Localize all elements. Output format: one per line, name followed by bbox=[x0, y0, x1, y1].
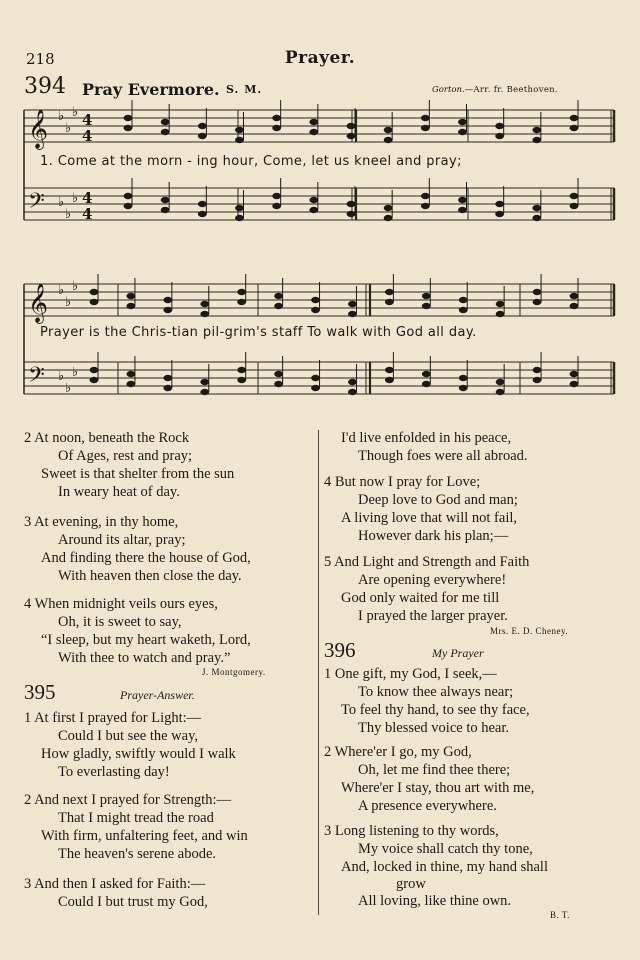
verse-line: God only waited for me till bbox=[341, 590, 500, 606]
note-head bbox=[201, 301, 209, 307]
note-head bbox=[272, 125, 280, 131]
tune-name: Gorton. bbox=[432, 85, 465, 95]
note-head bbox=[311, 307, 319, 313]
note-head bbox=[495, 211, 503, 217]
note-head bbox=[495, 133, 503, 139]
note-head bbox=[274, 371, 282, 377]
note-head bbox=[570, 371, 578, 377]
note-head bbox=[90, 299, 98, 305]
note-head bbox=[458, 197, 466, 203]
verse-line: 2 At noon, beneath the Rock bbox=[24, 430, 190, 446]
bass-clef-icon: 𝄢 bbox=[28, 189, 45, 219]
flat-icon: ♭ bbox=[58, 195, 65, 210]
flat-icon: ♭ bbox=[65, 381, 72, 396]
note-head bbox=[311, 375, 319, 381]
note-head bbox=[161, 119, 169, 125]
note-head bbox=[458, 129, 466, 135]
note-head bbox=[161, 197, 169, 203]
verse-line: To know thee always near; bbox=[358, 684, 514, 700]
hymn-396-author: B. T. bbox=[550, 910, 570, 920]
note-head bbox=[533, 289, 541, 295]
page-number: 218 bbox=[26, 50, 55, 68]
note-head bbox=[385, 289, 393, 295]
note-head bbox=[422, 381, 430, 387]
time-signature: 4 bbox=[82, 205, 93, 223]
note-head bbox=[347, 123, 355, 129]
note-head bbox=[235, 205, 243, 211]
verse-line: Oh, let me find thee there; bbox=[358, 762, 511, 778]
note-head bbox=[496, 301, 504, 307]
note-head bbox=[311, 297, 319, 303]
note-head bbox=[164, 375, 172, 381]
verse-line: To feel thy hand, to see thy face, bbox=[341, 702, 530, 718]
verse-line: Thy blessed voice to hear. bbox=[358, 720, 509, 736]
note-head bbox=[348, 311, 356, 317]
note-head bbox=[384, 127, 392, 133]
verse-line: 3 Long listening to thy words, bbox=[324, 823, 499, 839]
verse-line: To everlasting day! bbox=[58, 764, 170, 780]
verse-line: Deep love to God and man; bbox=[358, 492, 518, 508]
hymn-395-number: 395 bbox=[24, 680, 56, 704]
verse-line: “I sleep, but my heart waketh, Lord, bbox=[41, 632, 251, 648]
hymn-396-number: 396 bbox=[324, 638, 356, 662]
note-head bbox=[495, 201, 503, 207]
verse-line: The heaven's serene abode. bbox=[58, 846, 217, 862]
verse-line: 3 And then I asked for Faith:— bbox=[24, 876, 206, 892]
note-head bbox=[347, 211, 355, 217]
note-head bbox=[235, 127, 243, 133]
flat-icon: ♭ bbox=[65, 207, 72, 222]
verse-line: 1 At first I prayed for Light:— bbox=[24, 710, 202, 726]
note-head bbox=[235, 137, 243, 143]
flat-icon: ♭ bbox=[72, 105, 79, 120]
note-head bbox=[90, 367, 98, 373]
note-head bbox=[201, 389, 209, 395]
hymn-395-author: Mrs. E. D. Cheney. bbox=[490, 626, 569, 636]
note-head bbox=[496, 311, 504, 317]
verse-line: In weary heat of day. bbox=[58, 484, 180, 500]
note-head bbox=[161, 207, 169, 213]
flat-icon: ♭ bbox=[65, 121, 72, 136]
note-head bbox=[570, 293, 578, 299]
verse-line: Of Ages, rest and pray; bbox=[58, 448, 193, 464]
verse-line: Where'er I stay, thou art with me, bbox=[341, 780, 535, 796]
note-head bbox=[385, 377, 393, 383]
note-head bbox=[164, 297, 172, 303]
hymn-394-number: 394 bbox=[24, 74, 66, 99]
note-head bbox=[570, 193, 578, 199]
verse-line: A presence everywhere. bbox=[358, 798, 497, 814]
verse-line: With heaven then close the day. bbox=[58, 568, 242, 584]
verse-line: Around its altar, pray; bbox=[58, 532, 186, 548]
note-head bbox=[198, 201, 206, 207]
note-head bbox=[310, 119, 318, 125]
note-head bbox=[348, 301, 356, 307]
verse-line: 2 Where'er I go, my God, bbox=[324, 744, 472, 760]
note-head bbox=[384, 137, 392, 143]
note-head bbox=[570, 125, 578, 131]
note-head bbox=[127, 303, 135, 309]
lyric-line-2: Prayer is the Chris-tian pil-grim's staff To walk with God all day. bbox=[40, 325, 477, 340]
note-head bbox=[274, 293, 282, 299]
note-head bbox=[198, 211, 206, 217]
note-head bbox=[570, 115, 578, 121]
verse-line: My voice shall catch thy tone, bbox=[358, 841, 533, 857]
note-head bbox=[124, 115, 132, 121]
note-head bbox=[272, 115, 280, 121]
note-head bbox=[385, 367, 393, 373]
note-head bbox=[384, 205, 392, 211]
lyric-line-1: 1. Come at the morn - ing hour, Come, let us kneel and pray; bbox=[40, 154, 462, 169]
flat-icon: ♭ bbox=[58, 109, 65, 124]
note-head bbox=[124, 125, 132, 131]
verse-line: I'd live enfolded in his peace, bbox=[341, 430, 512, 446]
verse-line: With firm, unfaltering feet, and win bbox=[41, 828, 248, 844]
note-head bbox=[311, 385, 319, 391]
note-head bbox=[347, 201, 355, 207]
note-head bbox=[459, 385, 467, 391]
left-column bbox=[24, 430, 314, 930]
note-head bbox=[421, 193, 429, 199]
note-head bbox=[274, 381, 282, 387]
note-head bbox=[237, 377, 245, 383]
note-head bbox=[90, 289, 98, 295]
note-head bbox=[124, 203, 132, 209]
note-head bbox=[201, 311, 209, 317]
music-score bbox=[0, 0, 640, 420]
bass-clef-icon: 𝄢 bbox=[28, 363, 45, 393]
verse-line: 2 And next I prayed for Strength:— bbox=[24, 792, 231, 808]
hymn-394-meter: S. M. bbox=[226, 83, 263, 96]
note-head bbox=[237, 299, 245, 305]
treble-clef-icon: 𝄞 bbox=[28, 283, 49, 323]
verse-line: 4 But now I pray for Love; bbox=[324, 474, 481, 490]
verse-line: And finding there the house of God, bbox=[41, 550, 251, 566]
verse-line: However dark his plan;— bbox=[358, 528, 509, 544]
verse-line: Though foes were all abroad. bbox=[358, 448, 528, 464]
note-head bbox=[272, 193, 280, 199]
note-head bbox=[533, 205, 541, 211]
flat-icon: ♭ bbox=[72, 191, 79, 206]
note-head bbox=[164, 385, 172, 391]
note-head bbox=[124, 193, 132, 199]
note-head bbox=[458, 207, 466, 213]
note-head bbox=[533, 127, 541, 133]
time-signature: 4 bbox=[82, 189, 93, 207]
verse-line: Could I but see the way, bbox=[58, 728, 199, 744]
note-head bbox=[272, 203, 280, 209]
time-signature: 4 bbox=[82, 111, 93, 129]
note-head bbox=[237, 289, 245, 295]
verse-line: 1 One gift, my God, I seek,— bbox=[324, 666, 497, 682]
note-head bbox=[422, 303, 430, 309]
note-head bbox=[237, 367, 245, 373]
verse-line: Could I but trust my God, bbox=[58, 894, 208, 910]
note-head bbox=[533, 215, 541, 221]
note-head bbox=[458, 119, 466, 125]
verse-line: grow bbox=[396, 876, 426, 892]
note-head bbox=[198, 123, 206, 129]
verse-line: 3 At evening, in thy home, bbox=[24, 514, 179, 530]
hymn-395-title: Prayer-Answer. bbox=[120, 688, 195, 702]
note-head bbox=[533, 137, 541, 143]
verse-line: All loving, like thine own. bbox=[358, 893, 512, 909]
verse-line: I prayed the larger prayer. bbox=[358, 608, 508, 624]
flat-icon: ♭ bbox=[72, 279, 79, 294]
verse-line: That I might tread the road bbox=[58, 810, 214, 826]
note-head bbox=[161, 129, 169, 135]
note-head bbox=[164, 307, 172, 313]
note-head bbox=[127, 371, 135, 377]
hymn-394-author: J. Montgomery. bbox=[202, 667, 266, 677]
note-head bbox=[348, 379, 356, 385]
note-head bbox=[385, 299, 393, 305]
note-head bbox=[198, 133, 206, 139]
note-head bbox=[533, 367, 541, 373]
note-head bbox=[421, 115, 429, 121]
note-head bbox=[459, 297, 467, 303]
verse-line: Oh, it is sweet to say, bbox=[58, 614, 182, 630]
note-head bbox=[384, 215, 392, 221]
note-head bbox=[310, 207, 318, 213]
note-head bbox=[421, 203, 429, 209]
note-head bbox=[533, 377, 541, 383]
note-head bbox=[421, 125, 429, 131]
verse-line: With thee to watch and pray.” bbox=[58, 650, 231, 666]
verse-line: 5 And Light and Strength and Faith bbox=[324, 554, 530, 570]
note-head bbox=[127, 293, 135, 299]
note-head bbox=[235, 215, 243, 221]
note-head bbox=[459, 375, 467, 381]
hymn-394-title: Pray Evermore. bbox=[82, 80, 220, 99]
treble-clef-icon: 𝄞 bbox=[28, 109, 49, 149]
note-head bbox=[348, 389, 356, 395]
note-head bbox=[310, 197, 318, 203]
verse-line: How gladly, swiftly would I walk bbox=[41, 746, 236, 762]
verse-line: Are opening everywhere! bbox=[358, 572, 507, 588]
verse-line: 4 When midnight veils ours eyes, bbox=[24, 596, 218, 612]
time-signature: 4 bbox=[82, 127, 93, 145]
verse-line: And, locked in thine, my hand shall bbox=[341, 859, 548, 875]
right-column bbox=[324, 430, 624, 930]
note-head bbox=[90, 377, 98, 383]
note-head bbox=[496, 389, 504, 395]
note-head bbox=[570, 381, 578, 387]
note-head bbox=[422, 371, 430, 377]
verse-line: Sweet is that shelter from the sun bbox=[41, 466, 235, 482]
note-head bbox=[310, 129, 318, 135]
flat-icon: ♭ bbox=[65, 295, 72, 310]
column-divider bbox=[318, 430, 319, 915]
note-head bbox=[459, 307, 467, 313]
note-head bbox=[201, 379, 209, 385]
running-head: Prayer. bbox=[284, 48, 356, 68]
note-head bbox=[274, 303, 282, 309]
verse-line: A living love that will not fail, bbox=[341, 510, 517, 526]
note-head bbox=[127, 381, 135, 387]
hymn-396-title: My Prayer bbox=[432, 646, 484, 660]
note-head bbox=[495, 123, 503, 129]
note-head bbox=[496, 379, 504, 385]
arranger: —Arr. fr. Beethoven. bbox=[464, 85, 558, 95]
flat-icon: ♭ bbox=[58, 369, 65, 384]
note-head bbox=[422, 293, 430, 299]
flat-icon: ♭ bbox=[58, 283, 65, 298]
note-head bbox=[570, 203, 578, 209]
flat-icon: ♭ bbox=[72, 365, 79, 380]
note-head bbox=[347, 133, 355, 139]
note-head bbox=[570, 303, 578, 309]
note-head bbox=[533, 299, 541, 305]
